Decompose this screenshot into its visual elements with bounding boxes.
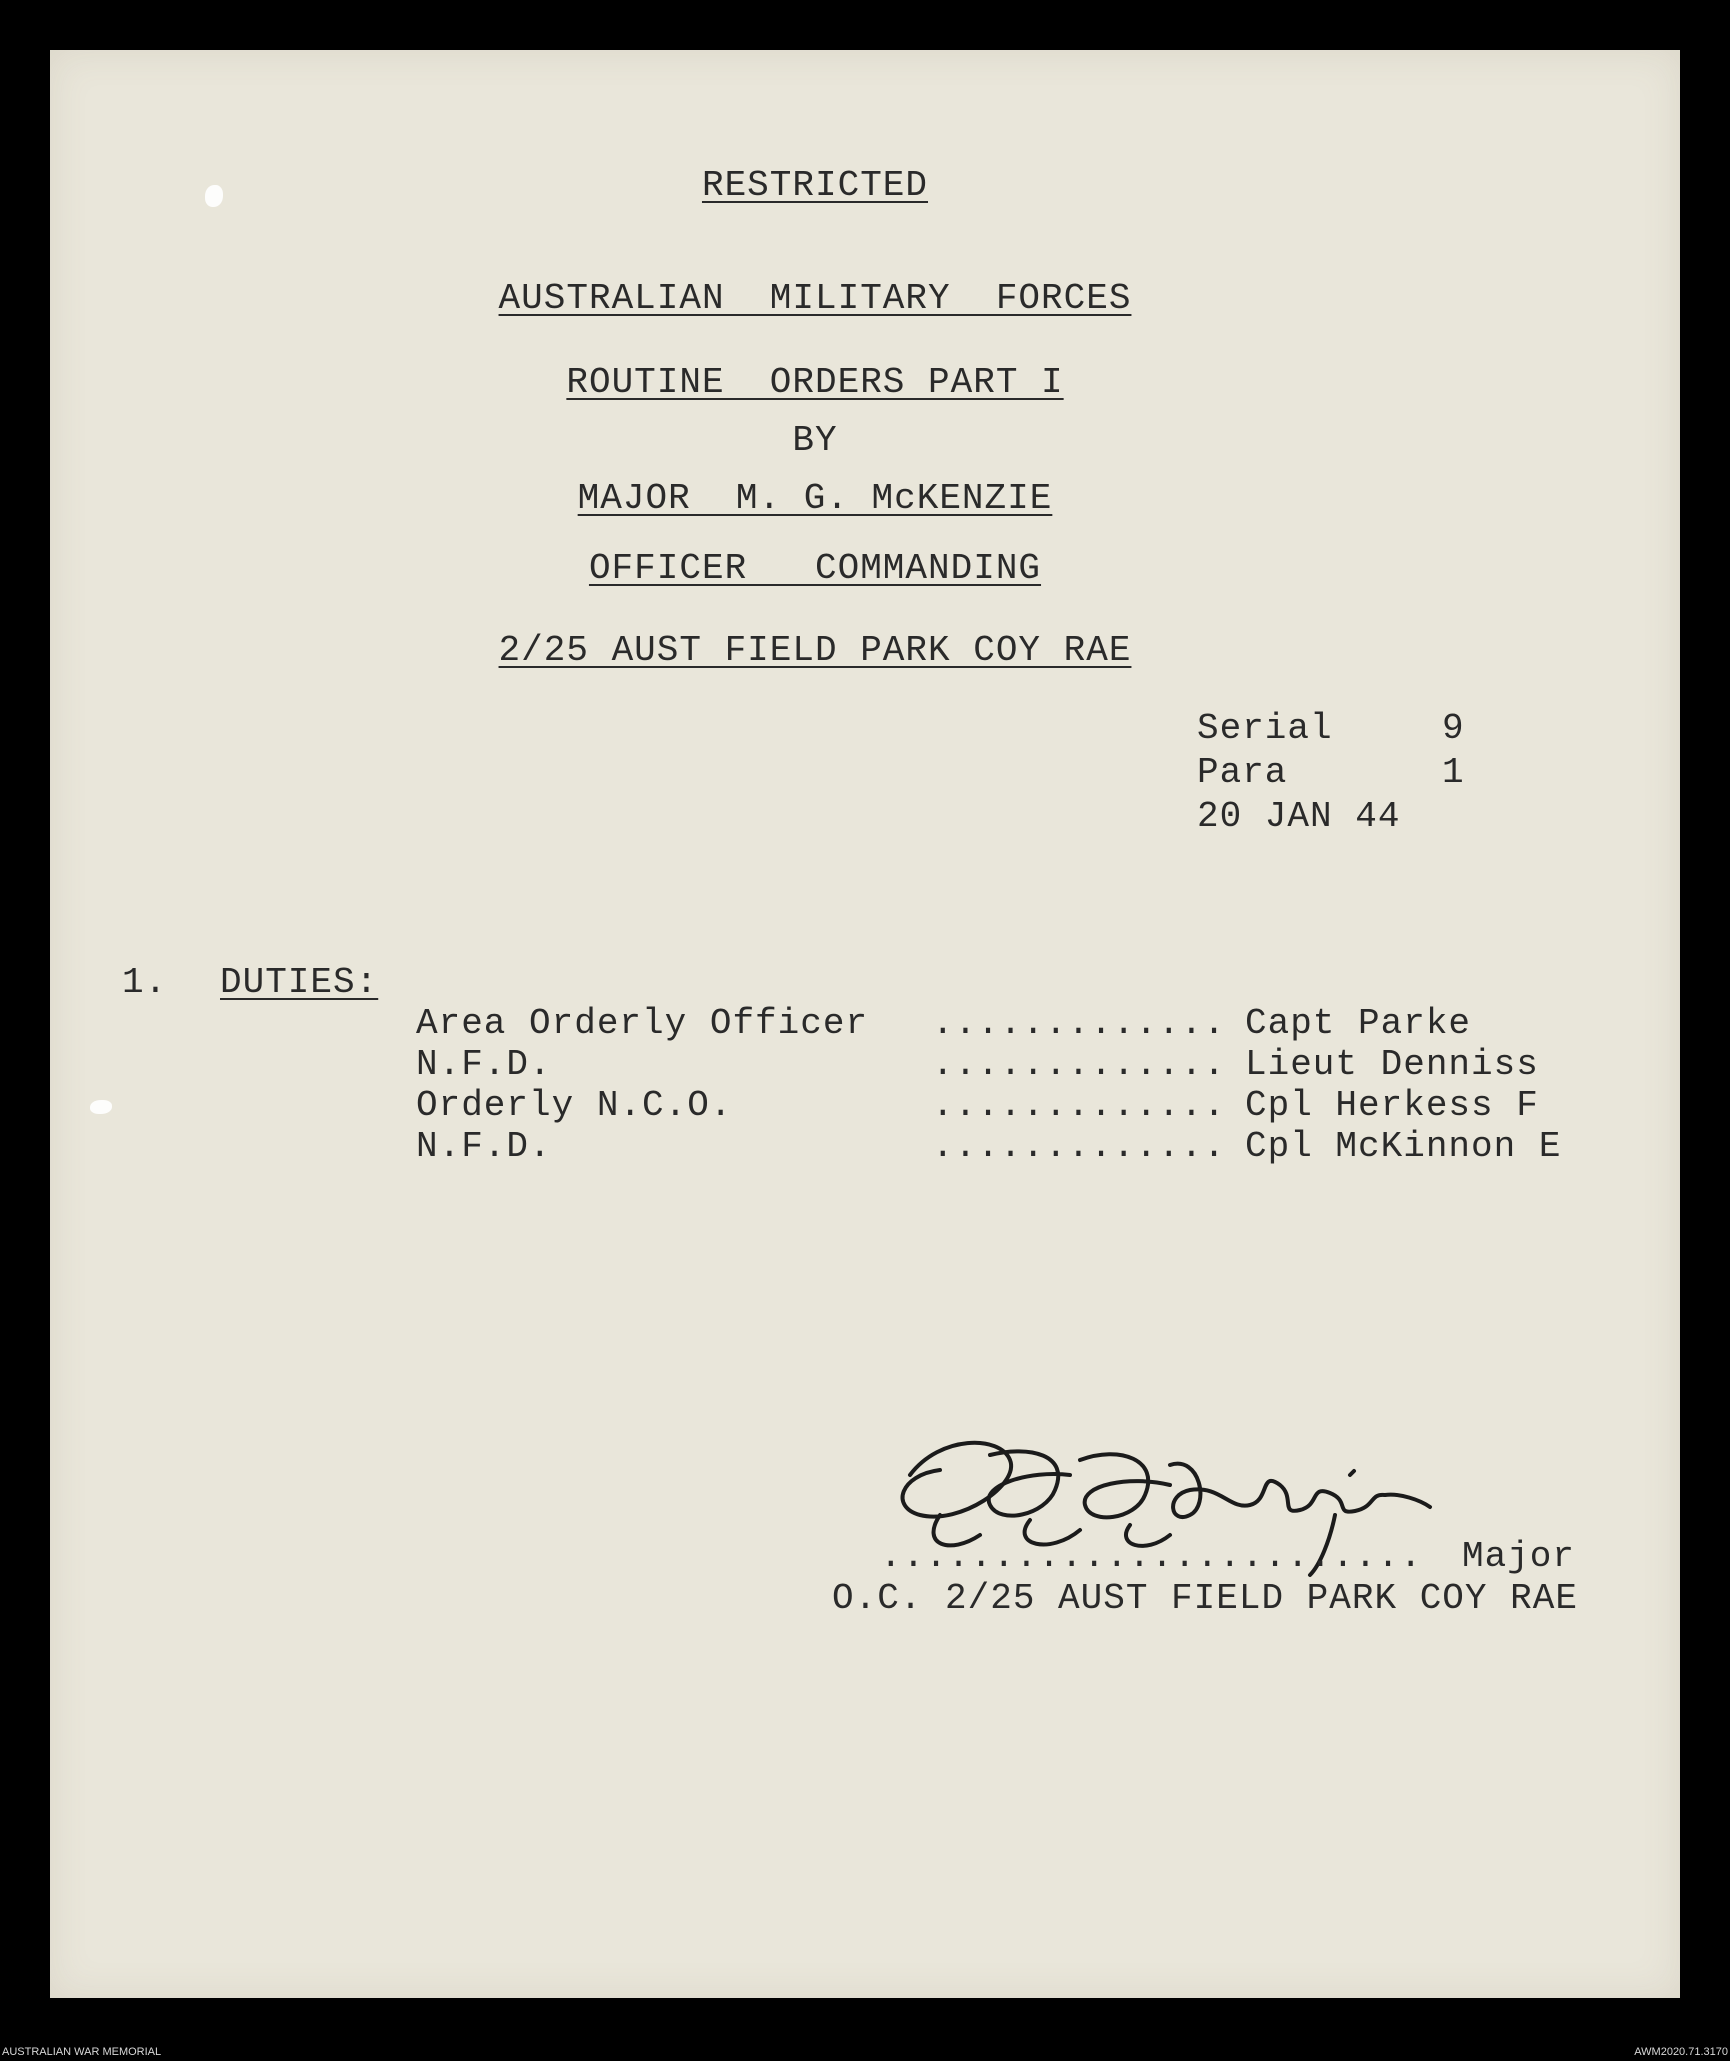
header-unit: 2/25 AUST FIELD PARK COY RAE	[498, 630, 1132, 671]
duty-leader-dots: .............	[932, 1126, 1226, 1167]
header-officer-name: MAJOR M. G. McKENZIE	[577, 478, 1053, 519]
duty-name: Cpl McKinnon E	[1245, 1126, 1562, 1167]
duty-leader-dots: .............	[932, 1003, 1226, 1044]
duty-name: Cpl Herkess F	[1245, 1085, 1539, 1126]
signature-leader-dots: ........................	[880, 1536, 1423, 1577]
header-routine-orders: ROUTINE ORDERS PART I	[566, 362, 1064, 403]
duty-role: N.F.D.	[416, 1044, 552, 1085]
header-forces: AUSTRALIAN MILITARY FORCES	[498, 278, 1132, 319]
duty-leader-dots: .............	[932, 1085, 1226, 1126]
duty-leader-dots: .............	[932, 1044, 1226, 1085]
archive-footer-right: AWM2020.71.3170	[1634, 2046, 1728, 2058]
duty-name: Capt Parke	[1245, 1003, 1472, 1044]
signature-unit-line: O.C. 2/25 AUST FIELD PARK COY RAE	[832, 1578, 1578, 1619]
header-officer-title: OFFICER COMMANDING	[588, 548, 1042, 589]
header-by: BY	[792, 420, 838, 461]
para-label: Para	[1197, 752, 1288, 793]
section-title: DUTIES:	[220, 962, 379, 1003]
archive-footer-left: AUSTRALIAN WAR MEMORIAL	[2, 2046, 162, 2058]
classification-heading: RESTRICTED	[701, 165, 929, 206]
duty-role: N.F.D.	[416, 1126, 552, 1167]
order-date: 20 JAN 44	[1197, 796, 1401, 837]
para-value: 1	[1442, 752, 1465, 793]
serial-value: 9	[1442, 708, 1465, 749]
punch-hole-middle	[90, 1100, 112, 1114]
duty-name: Lieut Denniss	[1245, 1044, 1539, 1085]
serial-label: Serial	[1197, 708, 1333, 749]
signature-rank: Major	[1462, 1536, 1576, 1577]
duty-role: Orderly N.C.O.	[416, 1085, 733, 1126]
section-number: 1.	[122, 962, 168, 1003]
duty-role: Area Orderly Officer	[416, 1003, 869, 1044]
